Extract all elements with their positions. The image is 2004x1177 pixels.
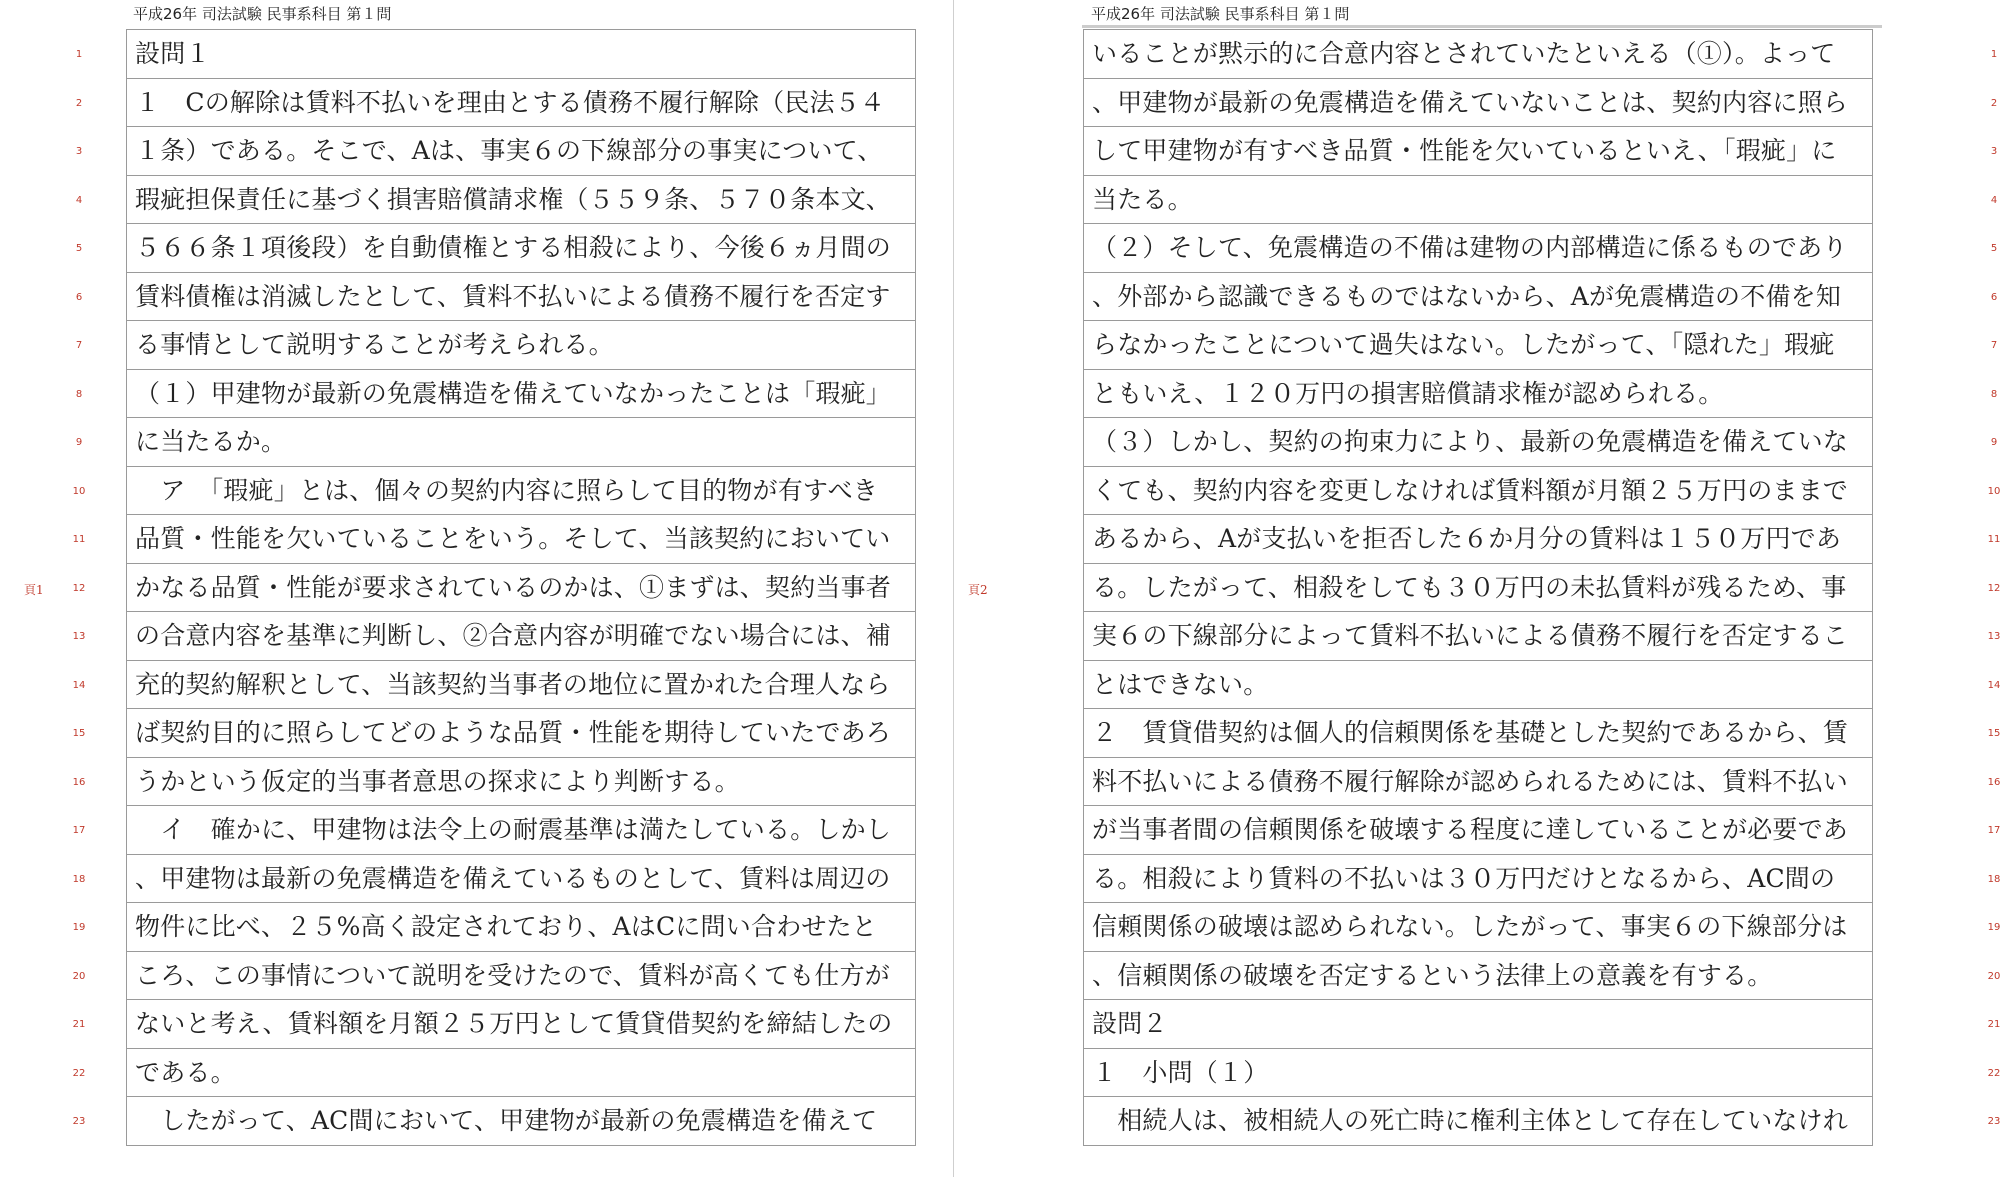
line-text: かなる品質・性能が要求されているのかは、①まずは、契約当事者	[135, 572, 892, 602]
line-text: あるから、Aが支払いを拒否した６か月分の賃料は１５０万円であ	[1092, 524, 1842, 553]
line-number: 4	[75, 194, 83, 206]
text-line	[127, 952, 915, 1001]
line-number: 21	[72, 1019, 86, 1030]
line-number: 20	[1987, 970, 2001, 982]
page-label: 頁2	[968, 583, 988, 597]
text-line	[1084, 273, 1872, 322]
line-number: 7	[1990, 340, 1998, 351]
page-1	[0, 0, 953, 1177]
text-line	[1084, 758, 1872, 807]
text-line	[1084, 564, 1872, 613]
line-text: ころ、この事情について説明を受けたので、賃料が高くても仕方が	[135, 960, 891, 990]
text-line	[1084, 1000, 1872, 1049]
line-number: 14	[72, 679, 86, 691]
line-text: ア 「瑕疵」とは、個々の契約内容に照らして目的物が有すべき	[135, 475, 879, 505]
line-number: 3	[75, 146, 83, 157]
text-line	[127, 806, 915, 855]
line-text: うかという仮定的当事者意思の探求により判断する。	[135, 766, 740, 796]
text-line	[1084, 127, 1872, 176]
line-number: 18	[72, 873, 86, 885]
line-text: である。	[135, 1057, 236, 1087]
line-text: 、信頼関係の破壊を否定するという法律上の意義を有する。	[1092, 960, 1773, 990]
line-text: 、外部から認識できるものではないから、Aが免震構造の不備を知	[1092, 281, 1842, 311]
line-text: らなかったことについて過失はない。したがって、「隠れた」瑕疵	[1092, 330, 1835, 359]
line-number: 9	[75, 437, 83, 448]
text-line	[127, 903, 915, 952]
line-text: 賃料債権は消滅したとして、賃料不払いによる債務不履行を否定す	[135, 281, 891, 311]
line-number: 23	[72, 1116, 86, 1127]
text-line	[127, 321, 915, 370]
line-number: 12	[72, 582, 86, 594]
line-text: （１）甲建物が最新の免震構造を備えていなかったことは「瑕疵」	[135, 378, 892, 408]
line-text: したがって、AC間において、甲建物が最新の免震構造を備えて	[135, 1106, 878, 1135]
line-text: 料不払いによる債務不履行解除が認められるためには、賃料不払い	[1092, 766, 1849, 796]
text-line	[127, 564, 915, 613]
line-text: 、甲建物は最新の免震構造を備えているものとして、賃料は周辺の	[135, 863, 891, 893]
line-number: 22	[1987, 1067, 2001, 1079]
text-line	[127, 30, 915, 79]
text-line	[127, 176, 915, 225]
line-number: 17	[72, 825, 86, 836]
line-text: る。したがって、相殺をしても３０万円の未払賃料が残るため、事	[1092, 572, 1847, 602]
text-line	[1084, 370, 1872, 419]
line-text: 相続人は、被相続人の死亡時に権利主体として存在していなけれ	[1092, 1106, 1849, 1135]
line-number: 23	[1987, 1116, 2001, 1127]
text-line	[1084, 661, 1872, 710]
line-number: 7	[75, 340, 83, 351]
line-text: ２ 賃貸借契約は個人的信頼関係を基礎とした契約であるから、賃	[1092, 718, 1849, 747]
line-number: 4	[1990, 194, 1998, 206]
text-line	[1084, 1049, 1872, 1098]
line-text: （３）しかし、契約の拘束力により、最新の免震構造を備えていな	[1092, 427, 1849, 456]
line-number: 12	[1987, 582, 2001, 594]
text-line	[1084, 467, 1872, 516]
line-text: １ Cの解除は賃料不払いを理由とする債務不履行解除（民法５４	[135, 87, 886, 117]
text-line	[127, 370, 915, 419]
line-number: 18	[1987, 873, 2001, 885]
text-line	[1084, 709, 1872, 758]
line-text: る事情として説明することが考えられる。	[135, 330, 614, 359]
text-line	[127, 661, 915, 710]
line-text: １条）である。そこで、Aは、事実６の下線部分の事実について、	[135, 136, 883, 165]
line-text: ないと考え、賃料額を月額２５万円として賃貸借契約を締結したの	[135, 1009, 893, 1038]
line-text: 品質・性能を欠いていることをいう。そして、当該契約においてい	[135, 524, 891, 553]
line-text: イ 確かに、甲建物は法令上の耐震基準は満たしている。しかし	[135, 815, 892, 844]
line-number: 5	[75, 243, 83, 254]
line-text: 設問２	[1092, 1009, 1168, 1038]
line-number: 6	[75, 291, 83, 303]
line-number: 13	[72, 631, 86, 642]
text-line	[127, 709, 915, 758]
text-line	[127, 1049, 915, 1098]
line-text: ば契約目的に照らしてどのような品質・性能を期待していたであろ	[135, 718, 892, 747]
line-number: 19	[1987, 922, 2001, 933]
line-text: ５６６条１項後段）を自動債権とする相殺により、今後６ヵ月間の	[135, 233, 892, 262]
text-line	[127, 515, 915, 564]
line-text: が当事者間の信頼関係を破壊する程度に達していることが必要であ	[1092, 815, 1849, 844]
line-text: ともいえ、１２０万円の損害賠償請求権が認められる。	[1092, 378, 1724, 408]
line-number: 2	[1990, 97, 1998, 109]
page-label: 頁1	[24, 583, 44, 597]
text-line	[1084, 1097, 1872, 1146]
text-line	[1084, 612, 1872, 661]
text-line	[1084, 806, 1872, 855]
text-line	[1084, 515, 1872, 564]
answer-sheet	[126, 29, 916, 1146]
text-line	[127, 1097, 915, 1146]
line-number: 22	[72, 1067, 86, 1079]
line-text: に当たるか。	[135, 427, 287, 456]
text-line	[1084, 224, 1872, 273]
line-number: 14	[1987, 679, 2001, 691]
line-text: （２）そして、免震構造の不備は建物の内部構造に係るものであり	[1092, 233, 1848, 262]
line-text: 当たる。	[1092, 184, 1193, 214]
line-text: くても、契約内容を変更しなければ賃料額が月額２５万円のままで	[1092, 475, 1849, 505]
line-number: 5	[1990, 243, 1998, 254]
line-number: 3	[1990, 146, 1998, 157]
line-number: 16	[72, 776, 86, 788]
line-number: 15	[1987, 728, 2001, 739]
text-line	[127, 855, 915, 904]
text-line	[127, 467, 915, 516]
line-number: 8	[75, 388, 83, 400]
line-text: １ 小問（１）	[1092, 1057, 1269, 1087]
text-line	[127, 79, 915, 128]
line-text: 、甲建物が最新の免震構造を備えていないことは、契約内容に照ら	[1092, 87, 1849, 117]
line-text: とはできない。	[1092, 669, 1269, 699]
header-rule	[1082, 25, 1882, 28]
text-line	[1084, 952, 1872, 1001]
page-2	[954, 0, 2001, 1177]
text-line	[127, 127, 915, 176]
line-number: 8	[1990, 388, 1998, 400]
line-text: 物件に比べ、２５%高く設定されており、AはCに問い合わせたと	[135, 912, 877, 941]
line-text: 瑕疵担保責任に基づく損害賠償請求権（５５９条、５７０条本文、	[135, 184, 892, 214]
text-line	[127, 418, 915, 467]
answer-sheet	[1083, 29, 1873, 1146]
line-number: 16	[1987, 776, 2001, 788]
line-text: いることが黙示的に合意内容とされていたといえる（①）。よって	[1092, 39, 1836, 68]
text-line	[1084, 30, 1872, 79]
page-header: 平成26年 司法試験 民事系科目 第１問	[1091, 5, 1350, 23]
line-number: 10	[72, 485, 86, 497]
line-number: 10	[1987, 485, 2001, 497]
line-text: 設問１	[135, 39, 211, 68]
line-number: 11	[1987, 534, 2001, 545]
line-text: る。相殺により賃料の不払いは３０万円だけとなるから、AC間の	[1092, 863, 1836, 893]
text-line	[127, 1000, 915, 1049]
text-line	[1084, 903, 1872, 952]
line-text: して甲建物が有すべき品質・性能を欠いているといえ、「瑕疵」に	[1092, 136, 1837, 165]
line-number: 2	[75, 97, 83, 109]
line-number: 17	[1987, 825, 2001, 836]
line-text: 信頼関係の破壊は認められない。したがって、事実６の下線部分は	[1092, 912, 1848, 941]
text-line	[127, 273, 915, 322]
line-text: 実６の下線部分によって賃料不払いによる債務不履行を否定するこ	[1092, 621, 1849, 650]
line-text: の合意内容を基準に判断し、②合意内容が明確でない場合には、補	[135, 621, 892, 650]
line-number: 21	[1987, 1019, 2001, 1030]
line-number: 11	[72, 534, 86, 545]
text-line	[1084, 418, 1872, 467]
text-line	[1084, 321, 1872, 370]
line-number: 19	[72, 922, 86, 933]
line-number: 15	[72, 728, 86, 739]
line-number: 1	[1990, 49, 1998, 60]
text-line	[127, 224, 915, 273]
text-line	[1084, 855, 1872, 904]
text-line	[1084, 79, 1872, 128]
line-number: 9	[1990, 437, 1998, 448]
line-text: 充的契約解釈として、当該契約当事者の地位に置かれた合理人なら	[135, 669, 891, 699]
text-line	[1084, 176, 1872, 225]
text-line	[127, 758, 915, 807]
text-line	[127, 612, 915, 661]
line-number: 1	[75, 49, 83, 60]
line-number: 20	[72, 970, 86, 982]
line-number: 13	[1987, 631, 2001, 642]
page-header: 平成26年 司法試験 民事系科目 第１問	[133, 5, 392, 23]
line-number: 6	[1990, 291, 1998, 303]
